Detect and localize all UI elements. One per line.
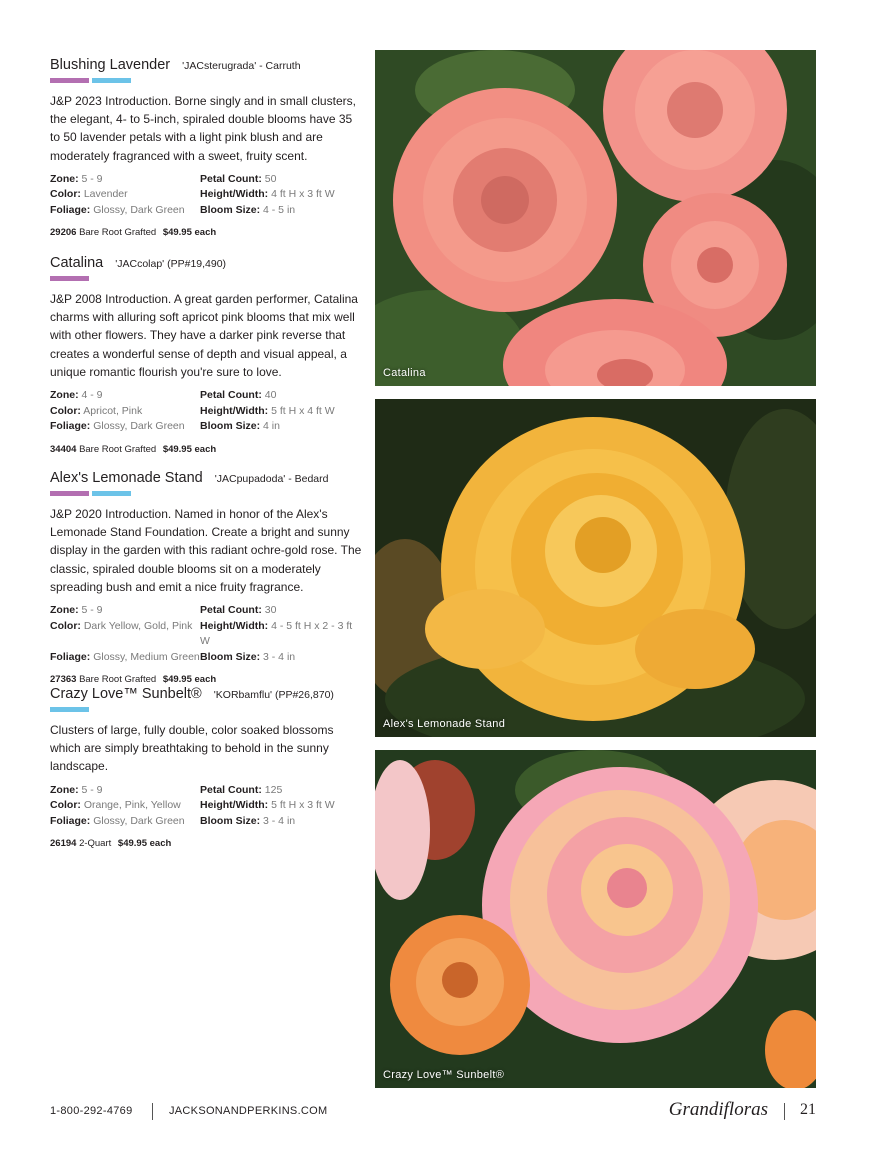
spec-color: Color: Lavender (50, 188, 128, 201)
sku-unit: each (194, 227, 217, 239)
page-footer (50, 1099, 816, 1121)
product-name: Catalina (50, 255, 104, 271)
website-link[interactable]: JACKSONANDPERKINS.COM (169, 1105, 328, 1117)
product-description: J&P 2023 Introduction. Borne singly and in small clusters, the elegant, 4- to 5-inch, spiraled double blooms have 35 to 50 lavender petals with a light pink blush and are moderately fragranced with a sweet, fruity scent. (50, 94, 356, 163)
spec-petal-count: Petal Count: 50 (200, 172, 277, 185)
sku-code: 34404 (50, 443, 77, 455)
product-description: Clusters of large, fully double, color soaked blossoms which are simply breathtaking to behold in the sunny landscape. (50, 723, 334, 774)
category-bar (92, 78, 131, 83)
spec-bloom-size: Bloom Size: 4 in (200, 420, 280, 433)
sku-price: $49.95 (162, 227, 192, 239)
product-sku (50, 674, 362, 685)
spec-zone: Zone: 5 - 9 (50, 172, 103, 185)
spec-petal-count: Petal Count: 40 (200, 389, 277, 402)
spec-height-width: Height/Width: 5 ft H x 4 ft W (200, 404, 335, 417)
category-bar (50, 491, 89, 496)
product-specs (50, 603, 362, 665)
product-title (50, 685, 362, 704)
spec-color: Color: Dark Yellow, Gold, Pink (50, 619, 193, 632)
sku-form: 2-Quart (79, 838, 112, 850)
sku-form: Bare Root Grafted (79, 674, 157, 686)
phone-number[interactable]: 1-800-292-4769 (50, 1105, 133, 1117)
footer-divider (784, 1103, 785, 1120)
product-name: Crazy Love™ Sunbelt® (50, 686, 202, 702)
product-cultivar: 'JACsterugrada' - Carruth (182, 60, 301, 72)
product-description: J&P 2020 Introduction. Named in honor of the Alex's Lemonade Stand Foundation. Create a bright and sunny display in the garden with this radiant ochre-gold rose. The classic, spiraled double blooms sit on a moderately spreading bush and emit a nice fruity fragrance. (50, 507, 362, 594)
product-specs (50, 172, 362, 219)
category-bar (92, 491, 131, 496)
sku-code: 26194 (50, 838, 77, 850)
lemonade-rose-image (375, 399, 816, 737)
photo-caption: Alex's Lemonade Stand (383, 718, 506, 730)
category-bars (50, 276, 362, 282)
product-cultivar: 'JACcolap' (PP#19,490) (115, 258, 227, 270)
product-sku (50, 227, 362, 238)
spec-zone: Zone: 5 - 9 (50, 604, 103, 617)
sku-unit: each (194, 674, 217, 686)
category-bar (50, 276, 89, 281)
photo-catalina (375, 50, 816, 386)
product-name: Blushing Lavender (50, 57, 171, 73)
category-bar (50, 707, 89, 712)
product-title (50, 254, 362, 273)
product-alexs-lemonade-stand (50, 469, 362, 685)
spec-bloom-size: Bloom Size: 3 - 4 in (200, 814, 296, 827)
spec-height-width: Height/Width: 4 ft H x 3 ft W (200, 188, 335, 201)
photo-caption: Crazy Love™ Sunbelt® (383, 1069, 505, 1081)
spec-height-width: Height/Width: 4 - 5 ft H x 2 - 3 ft W (200, 619, 353, 648)
spec-petal-count: Petal Count: 30 (200, 604, 277, 617)
category-bar (50, 78, 89, 83)
crazy-love-rose-image (375, 750, 816, 1088)
spec-petal-count: Petal Count: 125 (200, 783, 283, 796)
product-specs (50, 388, 362, 435)
spec-height-width: Height/Width: 5 ft H x 3 ft W (200, 799, 335, 812)
sku-unit: each (149, 838, 172, 850)
section-title: Grandifloras (668, 1099, 768, 1120)
spec-foliage: Foliage: Glossy, Medium Green (50, 650, 200, 663)
product-title (50, 469, 362, 488)
product-sku (50, 838, 362, 849)
spec-bloom-size: Bloom Size: 4 - 5 in (200, 203, 296, 216)
product-sku (50, 444, 362, 455)
spec-color: Color: Orange, Pink, Yellow (50, 799, 181, 812)
spec-zone: Zone: 4 - 9 (50, 389, 103, 402)
product-cultivar: 'KORbamflu' (PP#26,870) (213, 689, 334, 701)
sku-code: 27363 (50, 674, 77, 686)
category-bars (50, 707, 362, 713)
product-catalina (50, 254, 362, 455)
photo-alexs-lemonade-stand (375, 399, 816, 737)
spec-bloom-size: Bloom Size: 3 - 4 in (200, 650, 296, 663)
sku-price: $49.95 (117, 838, 147, 850)
product-name: Alex's Lemonade Stand (50, 470, 203, 486)
spec-foliage: Foliage: Glossy, Dark Green (50, 420, 185, 433)
sku-price: $49.95 (162, 443, 192, 455)
sku-code: 29206 (50, 227, 77, 239)
sku-form: Bare Root Grafted (79, 443, 157, 455)
product-title (50, 56, 362, 75)
product-blushing-lavender (50, 56, 362, 238)
product-cultivar: 'JACpupadoda' - Bedard (214, 473, 329, 485)
photo-crazy-love-sunbelt (375, 750, 816, 1088)
spec-color: Color: Apricot, Pink (50, 404, 143, 417)
product-description: J&P 2008 Introduction. A great garden performer, Catalina charms with alluring soft apricot pink blooms that mix well with other flowers. They have a darker pink reverse that creates a wonderful sense of depth and visual appeal, a unique romantic flourish you're sure to love. (50, 292, 358, 379)
sku-price: $49.95 (162, 674, 192, 686)
spec-zone: Zone: 5 - 9 (50, 783, 103, 796)
sku-form: Bare Root Grafted (79, 227, 157, 239)
product-specs (50, 783, 362, 830)
catalina-rose-image (375, 50, 816, 386)
product-crazy-love-sunbelt (50, 685, 362, 849)
spec-foliage: Foliage: Glossy, Dark Green (50, 814, 185, 827)
sku-unit: each (194, 443, 217, 455)
category-bars (50, 78, 362, 84)
photo-caption: Catalina (383, 367, 426, 379)
footer-divider (152, 1103, 153, 1120)
page-number: 21 (800, 1101, 816, 1118)
category-bars (50, 491, 362, 497)
spec-foliage: Foliage: Glossy, Dark Green (50, 203, 185, 216)
